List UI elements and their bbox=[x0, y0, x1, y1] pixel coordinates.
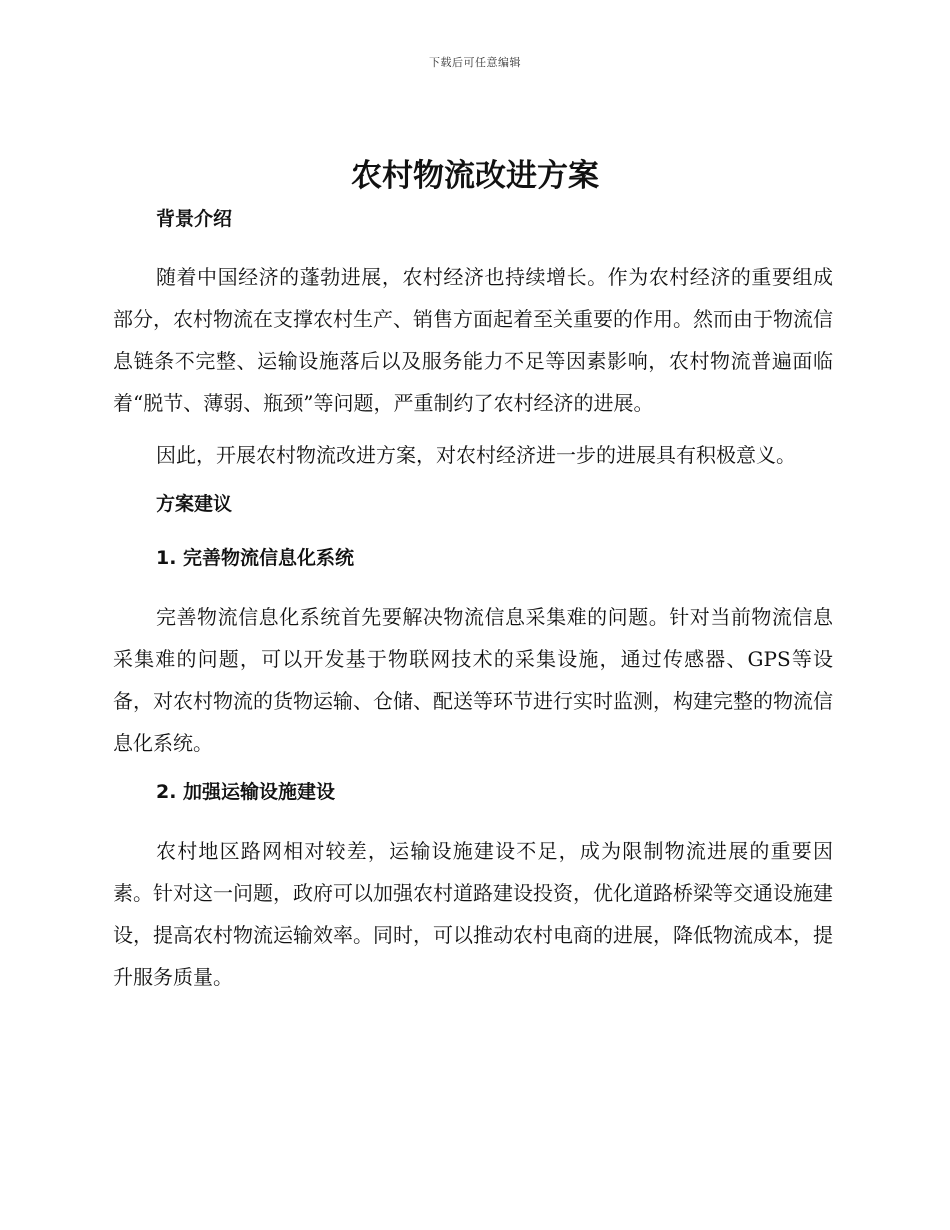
page-header-note: 下载后可任意编辑 bbox=[429, 56, 521, 69]
information-system-paragraph: 完善物流信息化系统首先要解决物流信息采集难的问题。针对当前物流信息采集难的问题，可以开发基于物联网技术的采集设施，通过传感器、GPS等设备，对农村物流的货物运输、仓储、配送等环节进行实时监测，构建完整的物流信息化系统。 bbox=[113, 605, 833, 755]
background-paragraph-1: 随着中国经济的蓬勃进展，农村经济也持续增长。作为农村经济的重要组成部分，农村物流在支撑农村生产、销售方面起着至关重要的作用。然而由于物流信息链条不完整、运输设施落后以及服务能力不足等因素影响，农村物流普遍面临着“脱节、薄弱、瓶颈”等问题，严重制约了农村经济的进展。 bbox=[113, 265, 833, 415]
section-heading-proposal: 方案建议 bbox=[156, 493, 233, 515]
background-paragraph-2: 因此，开展农村物流改进方案，对农村经济进一步的进展具有积极意义。 bbox=[156, 443, 796, 467]
document-body bbox=[113, 203, 833, 998]
section-heading-background: 背景介绍 bbox=[156, 208, 233, 230]
transport-facilities-paragraph: 农村地区路网相对较差，运输设施建设不足，成为限制物流进展的重要因素。针对这一问题，政府可以加强农村道路建设投资，优化道路桥梁等交通设施建设，提高农村物流运输效率。同时，可以推动农村电商的进展，降低物流成本，提升服务质量。 bbox=[113, 839, 833, 989]
subheading-information-system: 1. 完善物流信息化系统 bbox=[156, 547, 355, 569]
subheading-transport-facilities: 2. 加强运输设施建设 bbox=[156, 781, 336, 803]
document-title: 农村物流改进方案 bbox=[351, 158, 599, 194]
